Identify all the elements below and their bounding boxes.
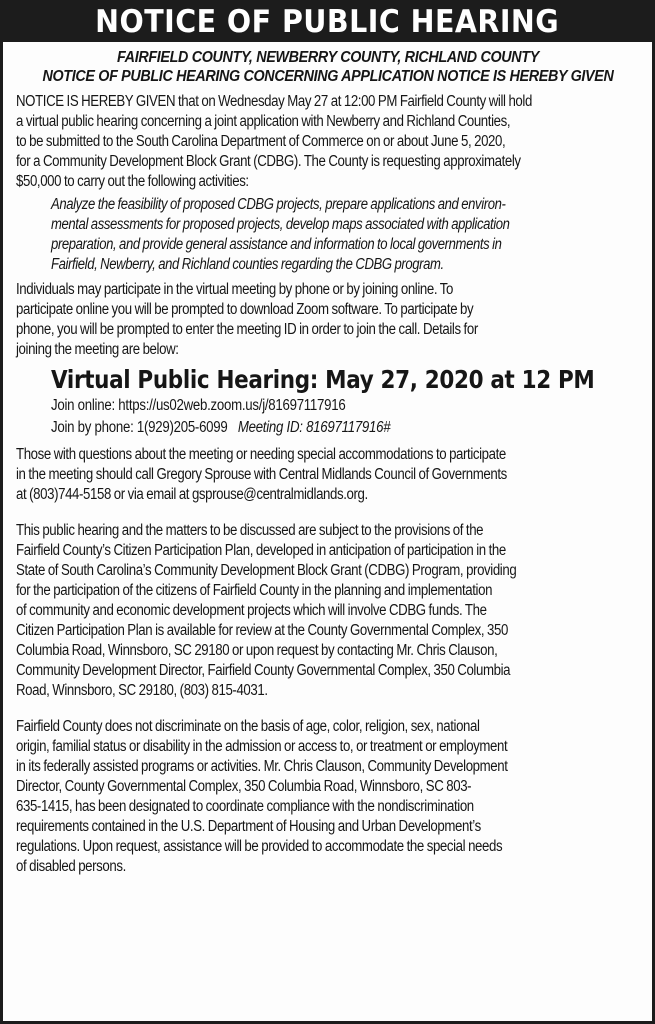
text-line: Those with questions about the meeting or needing special accommodations to participate: [16, 446, 506, 463]
notice-body: [3, 42, 652, 1021]
text-line: Director, County Governmental Complex, 350 Columbia Road, Winnsboro, SC 803-: [16, 778, 472, 795]
questions-paragraph: [16, 445, 640, 505]
nondiscrimination-paragraph: [16, 717, 640, 877]
text-line: NOTICE IS HEREBY GIVEN that on Wednesday May 27 at 12:00 PM Fairfield County will hold: [16, 93, 532, 110]
text-line: a virtual public hearing concerning a joint application with Newberry and Richland Counties,: [16, 113, 511, 130]
hearing-title-text: Virtual Public Hearing: May 27, 2020 at 12 PM: [51, 365, 595, 394]
application-heading: NOTICE OF PUBLIC HEARING CONCERNING APPLICATION NOTICE IS HEREBY GIVEN: [42, 68, 614, 85]
text-line: This public hearing and the matters to be discussed are subject to the provisions of the: [16, 522, 484, 539]
join-online-link[interactable]: https://us02web.zoom.us/j/81697117916: [118, 397, 346, 414]
text-line: mental assessments for proposed projects, develop maps associated with application: [51, 216, 510, 233]
join-phone-number[interactable]: 1(929)205-6099: [136, 419, 228, 436]
text-line: of community and economic development projects which will involve CDBG funds. The: [16, 602, 487, 619]
text-line: Individuals may participate in the virtual meeting by phone or by joining online. To: [16, 281, 453, 298]
text-line: regulations. Upon request, assistance will be provided to accommodate the special needs: [16, 838, 503, 855]
hearing-title: [16, 365, 640, 395]
text-line: participate online you will be prompted to download Zoom software. To participate by: [16, 301, 474, 318]
participation-paragraph: [16, 280, 640, 360]
join-online-label: Join online:: [51, 397, 119, 414]
text-line: at (803)744-5158 or via email at gsprouse@centralmidlands.org.: [16, 486, 368, 503]
text-line: Fairfield, Newberry, and Richland counties regarding the CDBG program.: [51, 256, 444, 273]
notice-banner: [3, 0, 652, 42]
text-line: Columbia Road, Winnsboro, SC 29180 or upon request by contacting Mr. Chris Clauson,: [16, 642, 498, 659]
notice-title: NOTICE OF PUBLIC HEARING: [95, 3, 560, 40]
text-line: in its federally assisted programs or activities. Mr. Chris Clauson, Community Development: [16, 758, 508, 775]
text-line: phone, you will be prompted to enter the meeting ID in order to join the call. Details for: [16, 321, 478, 338]
text-line: $50,000 to carry out the following activities:: [16, 173, 249, 190]
text-line: joining the meeting are below:: [16, 341, 179, 358]
text-line: Citizen Participation Plan is available for review at the County Governmental Complex, 350: [16, 622, 508, 639]
text-line: Analyze the feasibility of proposed CDBG projects, prepare applications and environ-: [51, 196, 506, 213]
text-line: to be submitted to the South Carolina Department of Commerce on or about June 5, 2020,: [16, 133, 506, 150]
notice-subheading: [16, 48, 640, 86]
text-line: 635-1415, has been designated to coordinate compliance with the nondiscrimination: [16, 798, 474, 815]
join-phone-label: Join by phone:: [51, 419, 137, 436]
text-line: preparation, and provide general assistance and information to local governments in: [51, 236, 502, 253]
text-line: for the participation of the citizens of Fairfield County in the planning and implementation: [16, 582, 493, 599]
text-line: in the meeting should call Gregory Sprouse with Central Midlands Council of Governments: [16, 466, 507, 483]
join-online-line: [51, 395, 558, 417]
activities-paragraph: [16, 195, 640, 275]
text-line: Road, Winnsboro, SC 29180, (803) 815-4031.: [16, 682, 268, 699]
text-line: Community Development Director, Fairfield County Governmental Complex, 350 Columbia: [16, 662, 511, 679]
text-line: Fairfield County does not discriminate on the basis of age, color, religion, sex, national: [16, 718, 480, 735]
text-line: State of South Carolina’s Community Development Block Grant (CDBG) Program, providing: [16, 562, 517, 579]
provisions-paragraph: [16, 521, 640, 701]
counties-heading: FAIRFIELD COUNTY, NEWBERRY COUNTY, RICHLAND COUNTY: [117, 49, 539, 66]
text-line: requirements contained in the U.S. Department of Housing and Urban Development’s: [16, 818, 481, 835]
text-line: of disabled persons.: [16, 858, 126, 875]
meeting-id: Meeting ID: 81697117916#: [237, 419, 391, 436]
join-details: [16, 395, 640, 439]
text-line: origin, familial status or disability in the admission or access to, or treatment or employment: [16, 738, 508, 755]
join-phone-line: [51, 417, 558, 439]
text-line: Fairfield County’s Citizen Participation Plan, developed in anticipation of participation in the: [16, 542, 506, 559]
intro-paragraph: [16, 92, 640, 192]
text-line: for a Community Development Block Grant (CDBG). The County is requesting approximately: [16, 153, 521, 170]
